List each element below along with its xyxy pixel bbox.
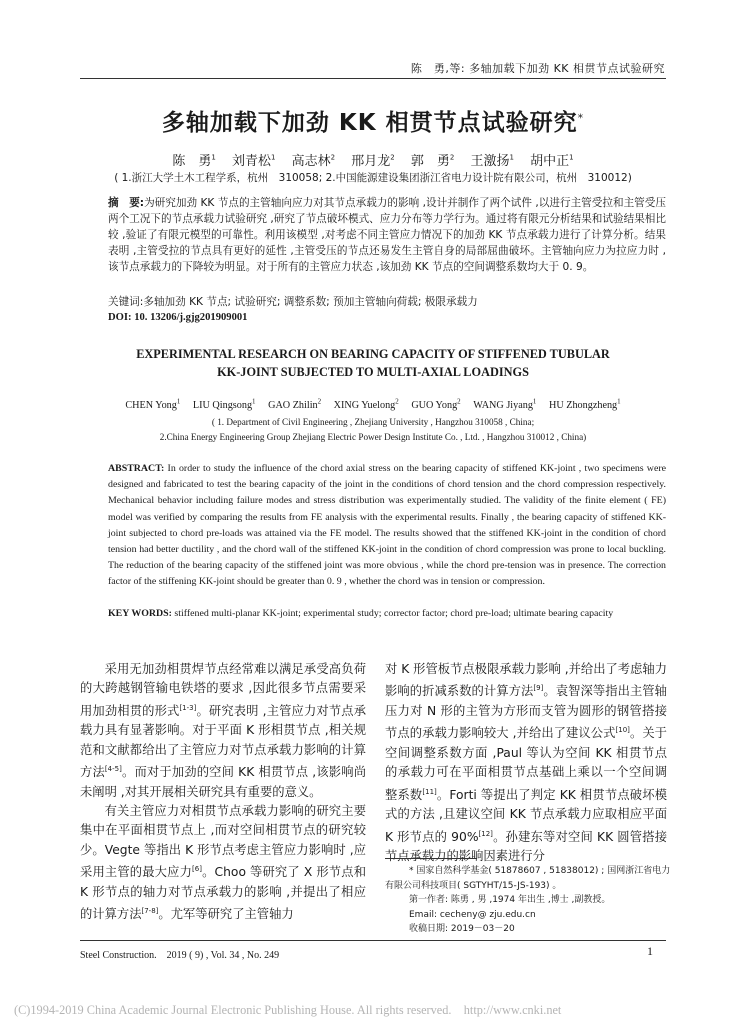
en-author: [268, 400, 321, 411]
cn-author: [411, 154, 454, 169]
abstract-text: In order to study the influence of the chord axial stress on the bearing capacity of stiffened KK-joint , two specimens were designed and fabricated to test the bearing capacity of the joint in the conditions of chord tension and the chord compression respectively. Mechanical behavior including failure modes and stress distribution was experimentally studied. The validity of the finite element ( FE) model was verified by comparing the results from FE analysis with the experimental results. Finally , the bearing capacity of stiffened KK-joint subjected to chord pre-loads was attained via the FE model. The results showed that the stiffened KK-joint in the condition of chord tension had better ductility , and the chord wall of the stiffened KK-joint in the condition of chord compression was prone to local buckling. The reduction of the bearing capacity of the stiffened joint was more obvious , while the chord pre-tension was in presence. The correction factor of the stiffening KK-joint should be greater than 0. 9 , whether the chord was in tension or compression.: [108, 463, 666, 588]
english-title: [80, 346, 666, 381]
footnote-rule: [385, 858, 477, 859]
abstract-label: ABSTRACT:: [108, 463, 165, 474]
footnote-received: 收稿日期: 2019－03－20: [409, 924, 515, 934]
english-keywords: [108, 606, 666, 622]
en-author: [193, 400, 256, 411]
en-author-name: GAO Zhilin: [268, 400, 318, 412]
body-left-column: [80, 660, 366, 925]
cn-author-affiliation: 2: [330, 153, 336, 162]
en-author-affiliation: 1: [252, 398, 256, 406]
citation-ref[interactable]: [1-3]: [179, 703, 197, 712]
body-text: 。袁智深等指出主管轴压力对 N 形的主管为方形而支管为圆形的钢管搭接节点的承载力影响较大 ,并给出了建议公式: [385, 684, 667, 741]
en-author-affiliation: 1: [532, 398, 537, 406]
english-affiliation-1: ( 1. Department of Civil Engineering , Zhejiang University , Hangzhou 310058 , China;: [211, 417, 535, 427]
footnotes: [385, 864, 671, 937]
body-text: 。Forti 等提出了判定 KK 相贯节点破坏模式的方法 ,且建议空间 KK 节点承载力应取相应平面 K 形节点的 90%: [385, 787, 667, 844]
en-author-name: CHEN Yong: [125, 400, 177, 412]
abstract-text: 为研究加劲 KK 节点的主管轴向应力对其节点承载力的影响 ,设计并制作了两个试件 ,以进行主管受拉和主管受压两个工况下的节点承载力试验研究 ,研究了节点破坏模式、应力分布等力学行为。通过将有限元分析结果和试验结果相比较 ,验证了有限元模型的可靠性。利用该模型 ,对考虑不同主管应力情况下的加劲 KK 节点承载力进行了计算分析。结果表明 ,主管受拉的节点具有更好的延性 ,主管受压的节点还易发生主管自身的局部屈曲破坏。主管轴向应力为拉应力时 ,该节点承载力的下降较为明显。对于所有的主管应力状态 ,该加劲 KK 节点的空间调整系数均大于 0. 9。: [108, 197, 666, 273]
running-head: 陈 勇,等: 多轴加载下加劲 KK 相贯节点试验研究: [410, 62, 665, 75]
en-author-affiliation: 2: [317, 398, 322, 406]
en-author-affiliation: 2: [395, 398, 399, 406]
chinese-authors: [80, 150, 666, 169]
cn-author-name: 胡中正: [530, 154, 570, 169]
cn-author-name: 郭 勇: [410, 154, 450, 169]
cn-author: [530, 154, 573, 169]
english-authors: [80, 398, 666, 411]
abstract-label: 摘 要:: [108, 197, 145, 209]
en-author-name: GUO Yong: [411, 400, 458, 412]
cn-author: [292, 154, 335, 169]
title-footnote-mark: *: [577, 111, 585, 125]
en-author-affiliation: 1: [176, 398, 181, 406]
en-author: [549, 400, 621, 411]
chinese-affiliations: ( 1.浙江大学土木工程学系，杭州 310058; 2.中国能源建设集团浙江省电力设计院有限公司，杭州 310012): [114, 172, 632, 184]
cn-author-affiliation: 1: [509, 153, 514, 162]
chinese-title-text: 多轴加载下加劲 KK 相贯节点试验研究: [161, 110, 578, 136]
en-author: [411, 400, 460, 411]
en-author-name: HU Zhongzheng: [548, 400, 618, 412]
en-author: [473, 400, 536, 411]
cn-author-affiliation: 1: [569, 153, 574, 162]
cn-author: [232, 154, 275, 169]
citation-ref[interactable]: [6]: [192, 865, 202, 874]
cn-author-affiliation: 2: [390, 153, 395, 162]
body-right-column: [385, 660, 667, 866]
en-author-affiliation: 1: [617, 398, 621, 406]
body-text: 。研究表明 ,主管应力对节点承载力具有显著影响。对于平面 K 形相贯节点 ,相关规范和文献都给出了主管应力对节点承载力影响的计算方法: [80, 703, 366, 780]
cn-author-affiliation: 1: [211, 153, 216, 162]
body-paragraph: [80, 802, 366, 925]
cn-author-name: 陈 勇: [172, 154, 212, 169]
keywords-label: KEY WORDS:: [108, 608, 172, 619]
en-author-affiliation: 2: [457, 398, 461, 406]
journal-info: Steel Construction. 2019 ( 9) , Vol. 34 , No. 249: [80, 950, 280, 961]
footnote-fund: * 国家自然科学基金( 51878607 , 51838012) ; 国网浙江省电力: [409, 866, 671, 876]
citation-ref[interactable]: [4-5]: [104, 765, 122, 774]
cn-author-name: 高志林: [291, 154, 331, 169]
english-title-line: KK-JOINT SUBJECTED TO MULTI-AXIAL LOADINGS: [217, 364, 529, 379]
copyright-watermark: (C)1994-2019 China Academic Journal Electronic Publishing House. All rights reserved. http://www.cnki.net: [14, 1003, 562, 1017]
chinese-abstract: [108, 196, 666, 276]
citation-ref[interactable]: [7-8]: [141, 907, 159, 916]
en-author-name: WANG Jiyang: [473, 400, 533, 412]
body-paragraph: [80, 660, 366, 802]
header-rule: [80, 78, 666, 79]
body-text: 。关于空间调整系数方面 ,Paul 等认为空间 KK 相贯节点的承载力可在平面相贯节点基础上乘以一个空间调整系数: [385, 726, 667, 802]
english-abstract: [108, 461, 666, 591]
cn-author: [471, 154, 514, 169]
cn-author-affiliation: 2: [449, 153, 455, 162]
citation-ref[interactable]: [9]: [533, 684, 544, 693]
cn-author-name: 邢月龙: [351, 154, 391, 169]
en-author: [334, 400, 399, 411]
citation-ref[interactable]: [10]: [615, 726, 630, 735]
body-text: 。尤军等研究了主管轴力: [158, 907, 294, 922]
doi[interactable]: DOI: 10. 13206/j.gjg201909001: [108, 312, 248, 323]
footnote-author: 第一作者: 陈勇 , 男 ,1974 年出生 ,博士 ,副教授。: [409, 895, 611, 905]
cn-author-name: 王激扬: [470, 154, 510, 169]
chinese-keywords: [108, 294, 666, 309]
body-text: 有关主管应力对相贯节点承载力影响的研究主要集中在平面相贯节点上 ,而对空间相贯节点的研究较少。Vegte 等指出 K 形节点考虑主管应力影响时 ,应采用主管的最大应力: [80, 804, 366, 880]
footnote-email[interactable]: Email: cecheny@ zju.edu.cn: [409, 909, 536, 920]
cn-author: [172, 154, 215, 169]
citation-ref[interactable]: [12]: [478, 829, 493, 838]
body-text: 采用无加劲相贯焊节点经常难以满足承受高负荷的大跨越钢管输电铁塔的要求 ,因此很多节点需要采用加劲相贯的形式: [80, 662, 366, 718]
body-text: 。而对于加劲的空间 KK 相贯节点 ,该影响尚未阐明 ,对其开展相关研究具有重要的意义。: [80, 765, 366, 799]
en-author-name: XING Yuelong: [333, 400, 396, 412]
keywords-label: 关键词:: [108, 296, 144, 308]
cn-author-affiliation: 1: [271, 153, 276, 162]
en-author-name: LIU Qingsong: [192, 400, 253, 412]
body-text: 对 K 形管板节点极限承载力影响 ,并给出了考虑轴力影响的折减系数的计算方法: [385, 662, 667, 699]
footer-rule: [80, 940, 666, 941]
en-author: [125, 400, 180, 411]
english-title-line: EXPERIMENTAL RESEARCH ON BEARING CAPACITY OF STIFFENED TUBULAR: [136, 347, 610, 361]
english-affiliation-2: 2.China Energy Engineering Group Zhejiang Electric Power Design Institute Co. , Ltd. , Hangzhou 310012 , China): [159, 432, 587, 442]
keywords-text: stiffened multi-planar KK-joint; experimental study; corrector factor; chord pre-load; ultimate bearing capacity: [171, 608, 614, 619]
cn-author-name: 刘青松: [232, 154, 272, 169]
body-text: 。孙建东等对空间 KK 圆管搭接节点承载力的影响因素进行分: [385, 829, 667, 864]
footnote-fund-cont: 有限公司科技项目( SGTYHT/15-JS-193) 。: [385, 880, 562, 891]
citation-ref[interactable]: [11]: [422, 787, 437, 796]
cn-author: [351, 154, 394, 169]
page-number: 1: [647, 944, 653, 958]
keywords-text: 多轴加劲 KK 节点; 试验研究; 调整系数; 预加主管轴向荷载; 极限承载力: [143, 296, 478, 308]
body-paragraph: [385, 660, 667, 866]
body-text: 。Choo 等研究了 X 形节点和 K 形节点的轴力对节点承载力的影响 ,并提出了相应的计算方法: [80, 865, 366, 922]
chinese-title: [80, 104, 666, 137]
